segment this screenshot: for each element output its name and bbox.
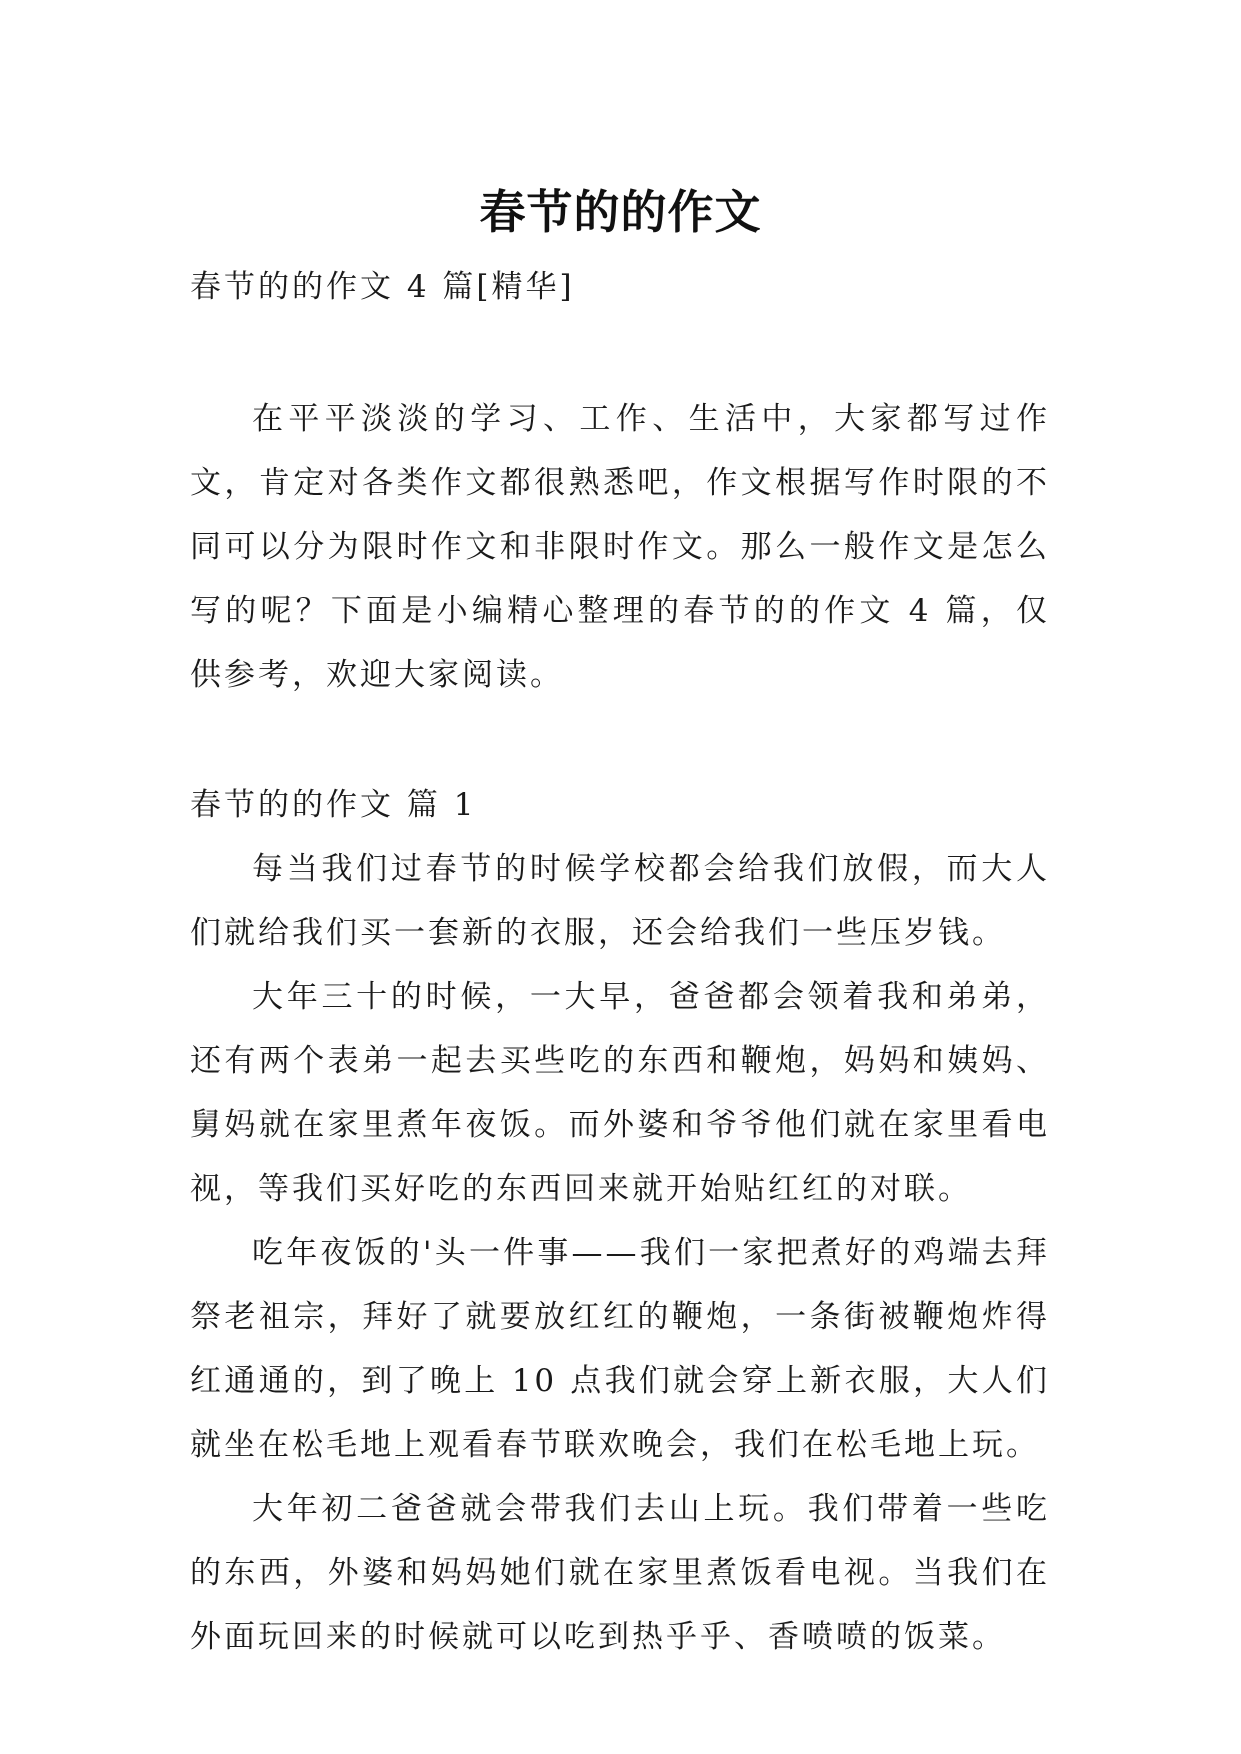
section-paragraph: 吃年夜饭的'头一件事——我们一家把煮好的鸡端去拜祭老祖宗，拜好了就要放红红的鞭炮，一条街被鞭炮炸得红通通的，到了晚上 10 点我们就会穿上新衣服，大人们就坐在松毛地上观看春节联欢晚会，我们在松毛地上玩。 <box>190 1235 1050 1463</box>
document-subtitle: 春节的的作文 4 篇[精华] <box>190 269 575 305</box>
section-paragraph: 大年初二爸爸就会带我们去山上玩。我们带着一些吃的东西，外婆和妈妈她们就在家里煮饭看电视。当我们在外面玩回来的时候就可以吃到热乎乎、香喷喷的饭菜。 <box>190 1491 1050 1655</box>
document-body <box>190 255 1050 1669</box>
document-title: 春节的的作文 <box>479 184 762 239</box>
spacer <box>190 319 1050 387</box>
section-paragraph: 大年三十的时候，一大早，爸爸都会领着我和弟弟，还有两个表弟一起去买些吃的东西和鞭炮，妈妈和姨妈、舅妈就在家里煮年夜饭。而外婆和爷爷他们就在家里看电视，等我们买好吃的东西回来就开始贴红红的对联。 <box>190 979 1050 1207</box>
section-heading: 春节的的作文 篇 1 <box>190 787 477 823</box>
intro-paragraph: 在平平淡淡的学习、工作、生活中，大家都写过作文，肯定对各类作文都很熟悉吧，作文根据写作时限的不同可以分为限时作文和非限时作文。那么一般作文是怎么写的呢？下面是小编精心整理的春节的的作文 4 篇，仅供参考，欢迎大家阅读。 <box>190 401 1050 693</box>
section-paragraph: 每当我们过春节的时候学校都会给我们放假，而大人们就给我们买一套新的衣服，还会给我们一些压岁钱。 <box>190 851 1050 951</box>
spacer <box>190 707 1050 773</box>
